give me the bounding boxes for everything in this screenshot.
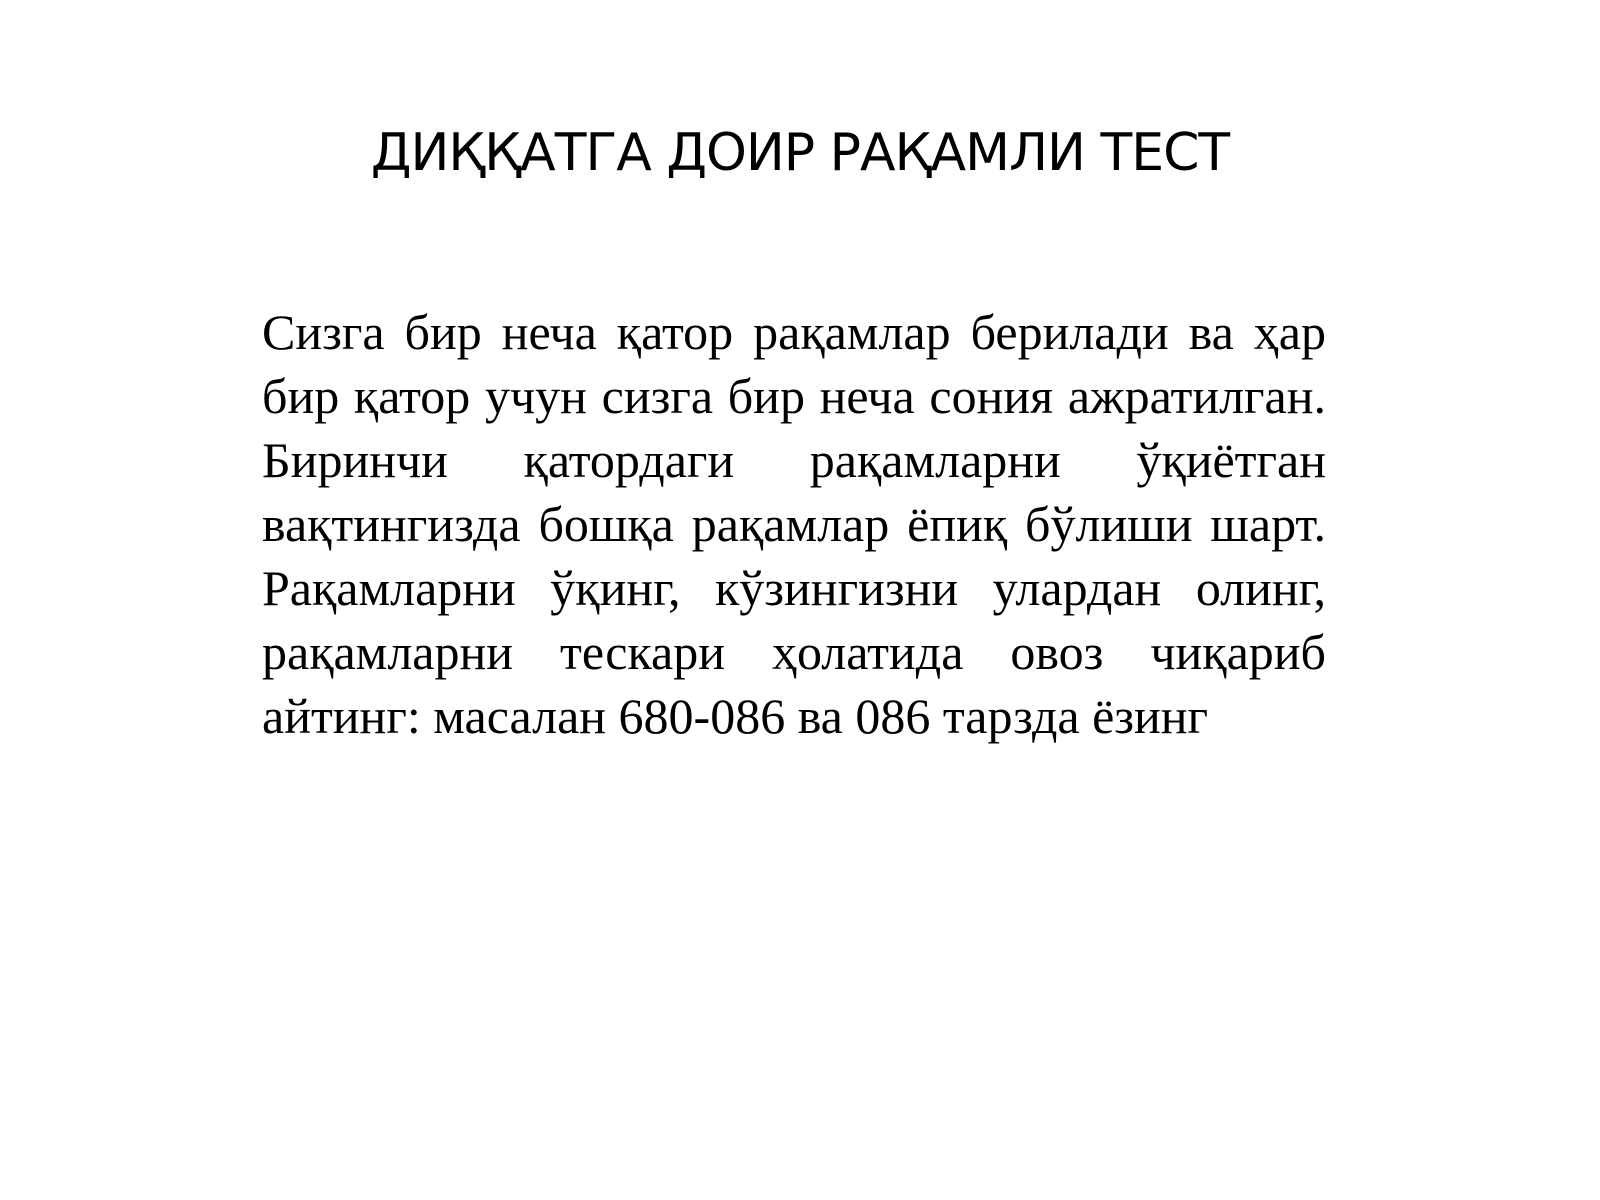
instructions-paragraph: Сизга бир неча қатор рақамлар берилади ва ҳар бир қатор учун сизга бир неча сония ажратилган. Биринчи қатордаги рақамларни ўқиётган вақтингизда бошқа рақамлар ёпиқ бўлиши шарт. Рақамларни ўқинг, кўзингизни улардан олинг, рақамларни тескари ҳолатида овоз чиқариб айтинг: масалан 680-086 ва 086 тарзда ёзинг	[262, 304, 1326, 744]
slide-title: ДИҚҚАТГА ДОИР РАҚАМЛИ ТЕСТ	[370, 123, 1230, 183]
